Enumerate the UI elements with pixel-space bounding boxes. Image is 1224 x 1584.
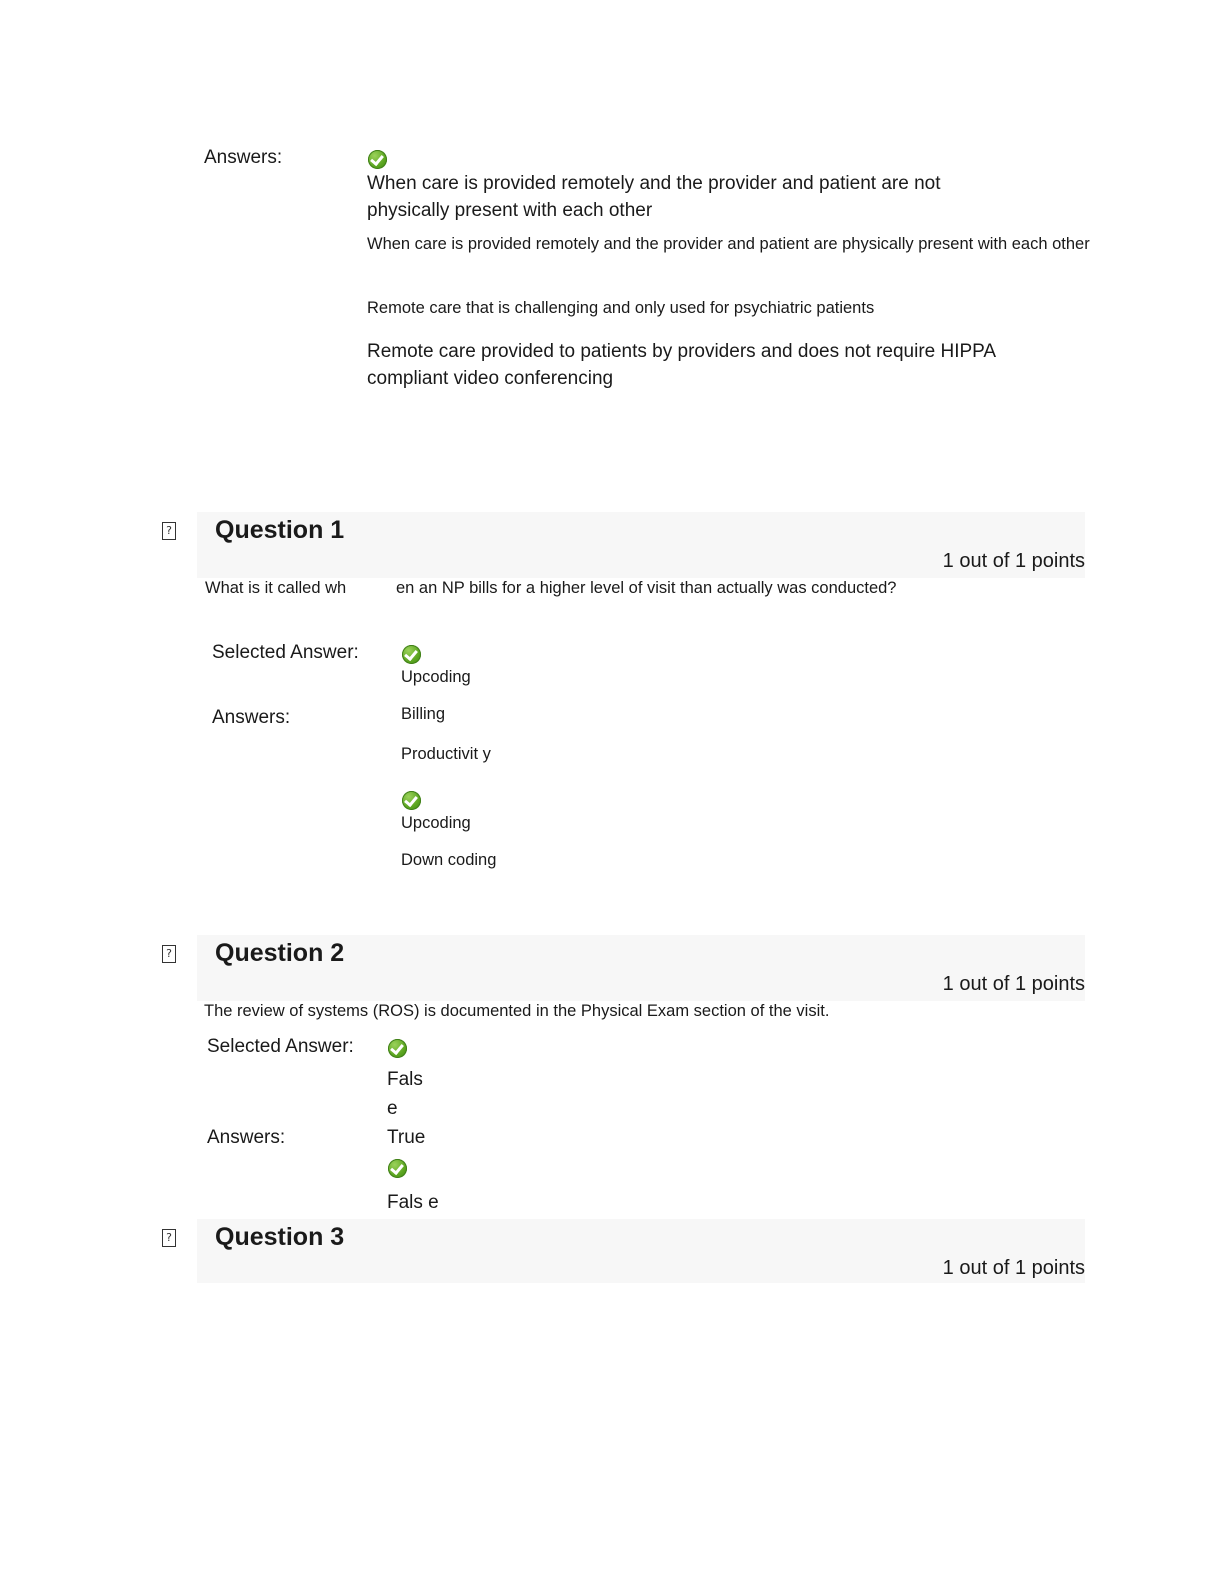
answer-option: Productivit y (401, 745, 491, 763)
question-3-points: 1 out of 1 points (942, 1257, 1085, 1279)
selected-answer-value: Upcoding (401, 668, 471, 686)
selected-answer-label: Selected Answer: (207, 1036, 354, 1057)
answer-option: Down coding (401, 851, 497, 869)
question-1-points: 1 out of 1 points (942, 550, 1085, 572)
answer-option: Remote care that is challenging and only used for psychiatric patients (367, 299, 875, 317)
question-status-icon: ? (162, 522, 176, 540)
answer-option: When care is provided remotely and the provider and patient are not physically present with each other (367, 173, 941, 221)
question-3-title: Question 3 (215, 1223, 345, 1251)
answers-label: Answers: (204, 147, 283, 168)
question-2-title: Question 2 (215, 939, 345, 967)
answer-option: Fals e (387, 1192, 439, 1213)
answer-option: Remote care provided to patients by providers and does not require HIPPA compliant video conferencing (367, 341, 996, 389)
answer-option: When care is provided remotely and the provider and patient are physically present with each other (367, 235, 1090, 253)
question-status-icon: ? (162, 945, 176, 963)
answer-option: Billing (401, 705, 446, 723)
answers-label: Answers: (207, 1127, 286, 1148)
question-2-text: The review of systems (ROS) is documented in the Physical Exam section of the visit. (204, 1002, 830, 1020)
selected-answer-label: Selected Answer: (212, 642, 359, 663)
question-1-text-start: What is it called wh (205, 579, 347, 597)
question-1-title: Question 1 (215, 516, 345, 544)
correct-check-icon (402, 791, 421, 810)
correct-check-icon (388, 1039, 407, 1058)
answer-option: Upcoding (401, 814, 471, 832)
question-2-points: 1 out of 1 points (942, 973, 1085, 995)
selected-answer-value: Fals (387, 1069, 423, 1090)
question-status-icon: ? (162, 1229, 176, 1247)
selected-answer-value-wrap: e (387, 1098, 398, 1119)
answer-option: True (387, 1127, 426, 1148)
correct-check-icon (388, 1159, 407, 1178)
answers-label: Answers: (212, 707, 291, 728)
question-1-text-end: en an NP bills for a higher level of visit than actually was conducted? (396, 579, 897, 597)
correct-check-icon (368, 150, 387, 169)
correct-check-icon (402, 645, 421, 664)
